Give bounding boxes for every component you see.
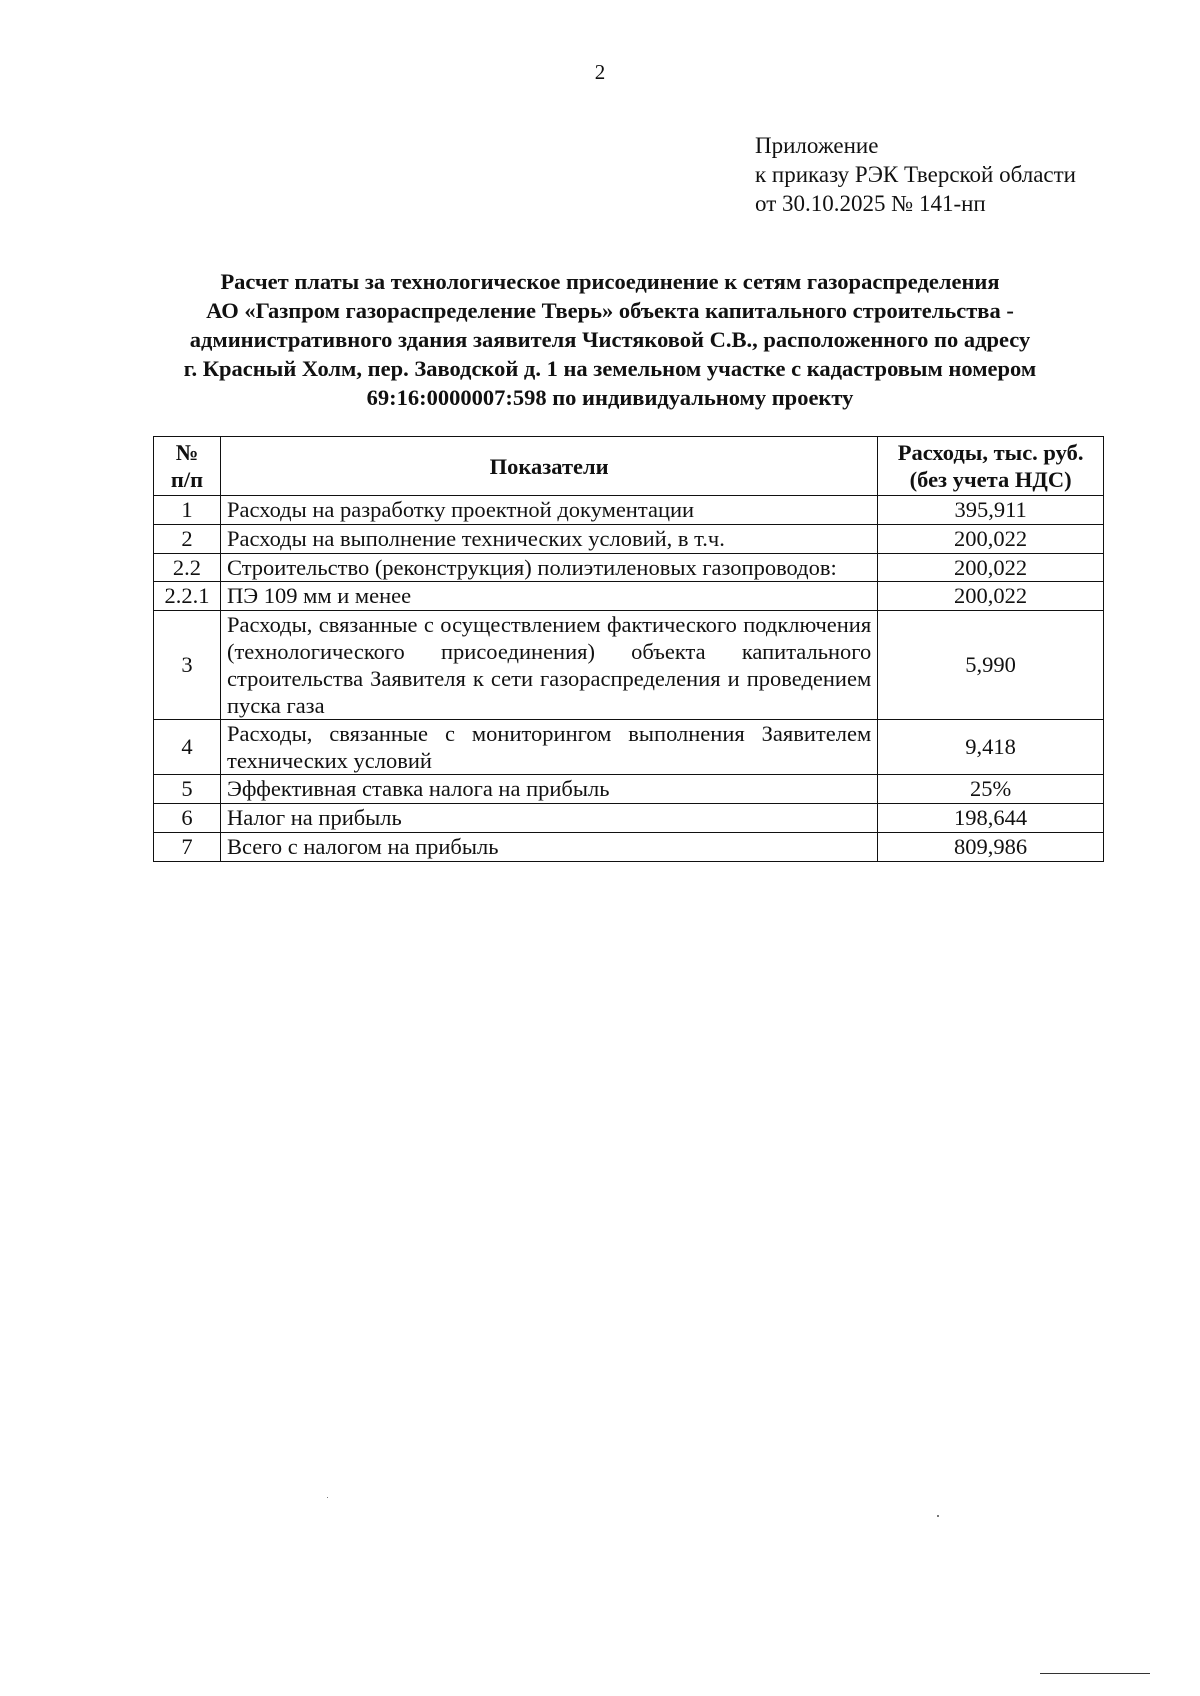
row-indicator: Всего с налогом на прибыль — [220, 833, 877, 862]
appendix-line-1: Приложение — [755, 133, 879, 158]
table-row — [154, 582, 1104, 611]
row-value: 200,022 — [878, 582, 1104, 611]
row-value: 25% — [878, 775, 1104, 804]
title-line-3: административного здания заявителя Чистяковой С.В., расположенного по адресу — [189, 327, 1031, 352]
row-value: 200,022 — [878, 525, 1104, 554]
table-row — [154, 804, 1104, 833]
row-number: 2.2.1 — [154, 582, 221, 611]
appendix-line-3: от 30.10.2025 № 141-нп — [755, 191, 986, 216]
row-indicator: Эффективная ставка налога на прибыль — [220, 775, 877, 804]
row-indicator: Строительство (реконструкция) полиэтиленовых газопроводов: — [220, 554, 877, 582]
row-indicator: Налог на прибыль — [220, 804, 877, 833]
row-number: 2 — [154, 525, 221, 554]
title-line-4: г. Красный Холм, пер. Заводской д. 1 на земельном участке с кадастровым номером — [183, 356, 1037, 381]
scan-speck — [327, 1497, 328, 1498]
document-title — [120, 267, 1100, 412]
row-number: 4 — [154, 720, 221, 775]
table-row — [154, 775, 1104, 804]
row-value: 809,986 — [878, 833, 1104, 862]
table-row — [154, 496, 1104, 525]
appendix-block — [755, 131, 1076, 218]
row-value: 5,990 — [878, 611, 1104, 720]
row-indicator: ПЭ 109 мм и менее — [220, 582, 877, 611]
header-number-line-1: № — [175, 440, 199, 465]
table-row — [154, 611, 1104, 720]
row-value: 9,418 — [878, 720, 1104, 775]
row-value: 395,911 — [878, 496, 1104, 525]
appendix-line-2: к приказу РЭК Тверской области — [755, 162, 1076, 187]
page-number: 2 — [594, 60, 606, 84]
row-number: 3 — [154, 611, 221, 720]
footer-divider — [1040, 1673, 1150, 1674]
header-number-line-2: п/п — [170, 467, 204, 492]
table-row — [154, 833, 1104, 862]
title-line-2: АО «Газпром газораспределение Тверь» объекта капитального строительства - — [206, 298, 1014, 323]
row-value: 200,022 — [878, 554, 1104, 582]
header-expenses-line-1: Расходы, тыс. руб. — [897, 440, 1084, 465]
header-indicators: Показатели — [220, 437, 877, 496]
table-row — [154, 720, 1104, 775]
header-expenses-line-2: (без учета НДС) — [909, 467, 1072, 492]
row-number: 6 — [154, 804, 221, 833]
row-number: 2.2 — [154, 554, 221, 582]
scan-speck — [937, 1515, 939, 1517]
table-header-row — [154, 437, 1104, 496]
title-line-1: Расчет платы за технологическое присоединение к сетям газораспределения — [220, 269, 1000, 294]
row-indicator: Расходы на выполнение технических условий, в т.ч. — [220, 525, 877, 554]
row-number: 1 — [154, 496, 221, 525]
header-number — [154, 437, 221, 496]
row-indicator: Расходы на разработку проектной документации — [220, 496, 877, 525]
title-line-5: 69:16:0000007:598 по индивидуальному проекту — [366, 385, 854, 410]
row-value: 198,644 — [878, 804, 1104, 833]
row-number: 5 — [154, 775, 221, 804]
header-expenses — [878, 437, 1104, 496]
table-row — [154, 525, 1104, 554]
calculation-table — [153, 436, 1104, 862]
table-row — [154, 554, 1104, 582]
row-number: 7 — [154, 833, 221, 862]
row-indicator: Расходы, связанные с мониторингом выполнения Заявителем технических условий — [220, 720, 877, 775]
row-indicator: Расходы, связанные с осуществлением фактического подключения (технологического присоединения) объекта капитального строительства Заявителя к сети газораспределения и проведением пуска газа — [220, 611, 877, 720]
